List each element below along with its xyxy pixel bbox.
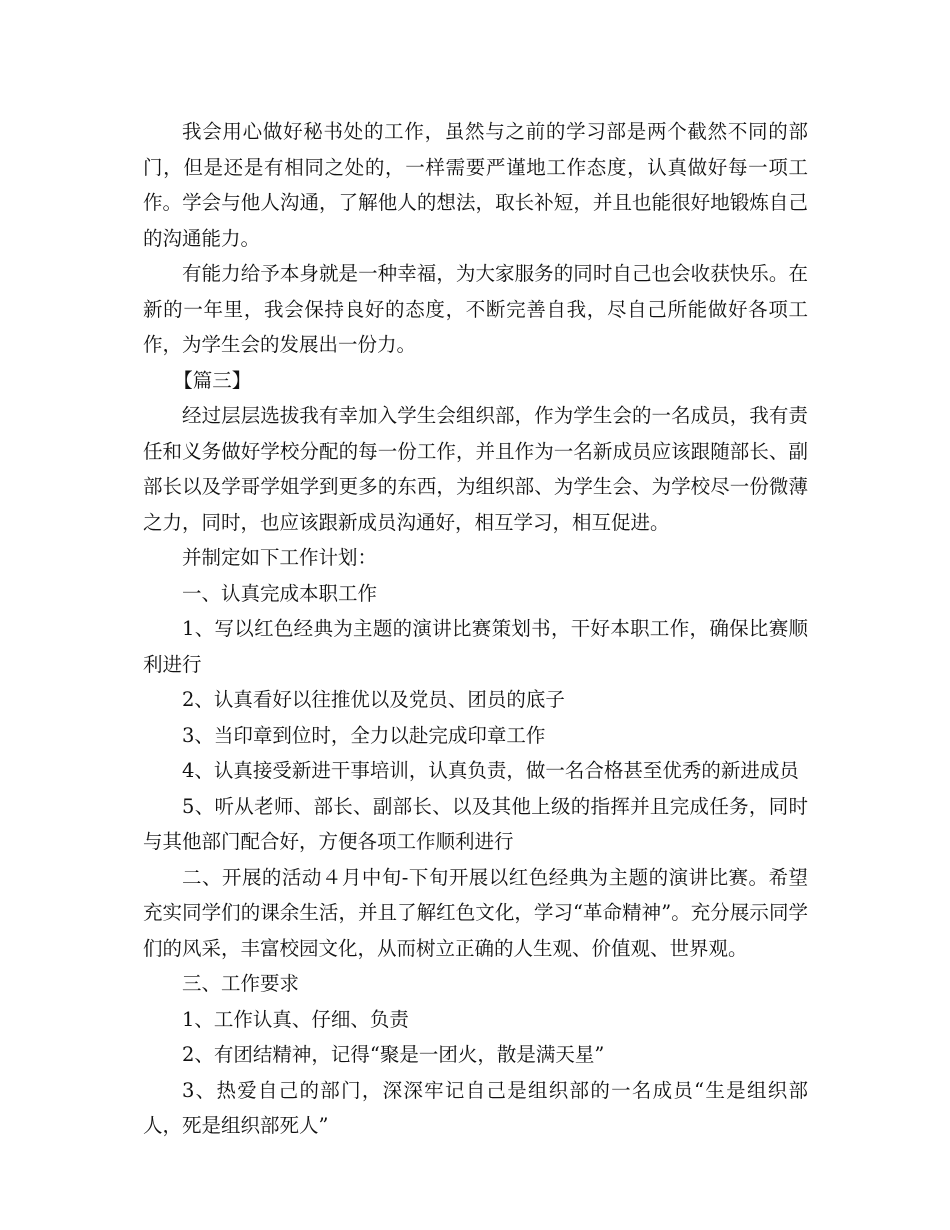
paragraph-secretariat-work: 我会用心做好秘书处的工作，虽然与之前的学习部是两个截然不同的部门，但是还是有相同之处的，一样需要严谨地工作态度，认真做好每一项工作。学会与他人沟通，了解他人的想法，取长补短，并且也能很好地锻炼自己的沟通能力。: [143, 120, 808, 250]
list-item-duty-2: 2、认真看好以往推优以及党员、团员的底子: [182, 688, 565, 711]
list-item-duty-3: 3、当印章到位时，全力以赴完成印章工作: [182, 723, 546, 747]
heading-requirements: 三、工作要求: [182, 972, 300, 995]
list-item-duty-5: 5、听从老师、部长、副部长、以及其他上级的指挥并且完成任务，同时与其他部门配合好，方便各项工作顺利进行: [143, 794, 808, 853]
paragraph-plan-intro: 并制定如下工作计划：: [182, 546, 378, 569]
list-item-duty-1: 1、写以红色经典为主题的演讲比赛策划书，干好本职工作，确保比赛顺利进行: [143, 617, 808, 676]
list-item-duty-4: 4、认真接受新进干事培训，认真负责，做一名合格甚至优秀的新进成员: [182, 759, 799, 782]
paragraph-joining-organization-dept: 经过层层选拔我有幸加入学生会组织部，作为学生会的一名成员，我有责任和义务做好学校分配的每一份工作，并且作为一名新成员应该跟随部长、副部长以及学哥学姐学到更多的东西，为组织部、为学生会、为学校尽一份微薄之力，同时，也应该跟新成员沟通好，相互学习，相互促进。: [143, 404, 808, 534]
section-heading-part-three: 【篇三】: [173, 368, 252, 392]
heading-duties: 一、认真完成本职工作: [182, 581, 378, 605]
list-item-requirement-3: 3、热爱自己的部门，深深牢记自己是组织部的一名成员“生是组织部人，死是组织部死人”: [143, 1078, 808, 1137]
document-body: [143, 114, 808, 1144]
paragraph-activities: 二、开展的活动４月中旬-下旬开展以红色经典为主题的演讲比赛。希望充实同学们的课余生活，并且了解红色文化，学习“革命精神”。充分展示同学们的风采，丰富校园文化，从而树立正确的人生观、价值观、世界观。: [143, 865, 808, 960]
list-item-requirement-1: 1、工作认真、仔细、负责: [182, 1007, 409, 1031]
paragraph-ability-to-give: 有能力给予本身就是一种幸福，为大家服务的同时自己也会收获快乐。在新的一年里，我会保持良好的态度，不断完善自我，尽自己所能做好各项工作，为学生会的发展出一份力。: [143, 262, 808, 356]
list-item-requirement-2: 2、有团结精神，记得“聚是一团火，散是满天星”: [182, 1043, 605, 1066]
